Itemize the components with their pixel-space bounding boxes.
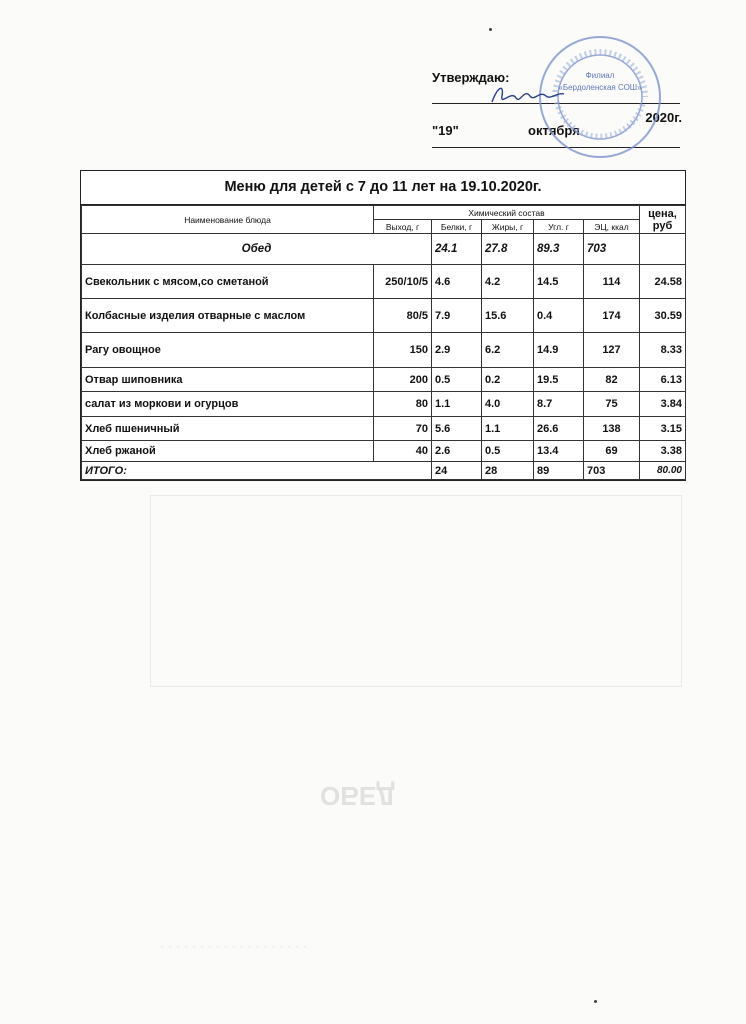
header-row-1 <box>82 206 686 220</box>
total-energy: 703 <box>584 462 640 480</box>
dish-fat: 4.0 <box>482 392 534 417</box>
meal-carb: 89.3 <box>534 234 584 265</box>
speck <box>489 28 492 31</box>
dish-yield: 250/10/5 <box>374 265 432 299</box>
dish-price: 24.58 <box>640 265 686 299</box>
dish-energy: 69 <box>584 441 640 462</box>
stamp-line1: Филиал <box>585 71 615 80</box>
meal-row <box>82 234 686 265</box>
dish-protein: 7.9 <box>432 299 482 333</box>
total-carb: 89 <box>534 462 584 480</box>
bleed-through-text: ОБЕД <box>320 781 395 811</box>
dish-fat: 6.2 <box>482 333 534 368</box>
header-yield: Выход, г <box>374 220 432 234</box>
dish-yield: 40 <box>374 441 432 462</box>
dish-row <box>82 333 686 368</box>
dish-carb: 19.5 <box>534 368 584 392</box>
dish-row <box>82 265 686 299</box>
dish-fat: 0.2 <box>482 368 534 392</box>
menu-table <box>81 205 686 480</box>
dish-price: 6.13 <box>640 368 686 392</box>
approval-label: Утверждаю: <box>432 70 510 85</box>
meal-name: Обед <box>82 234 432 265</box>
dish-energy: 75 <box>584 392 640 417</box>
dish-row <box>82 392 686 417</box>
dish-carb: 14.9 <box>534 333 584 368</box>
dish-protein: 1.1 <box>432 392 482 417</box>
dish-energy: 138 <box>584 417 640 441</box>
dish-carb: 14.5 <box>534 265 584 299</box>
dish-protein: 4.6 <box>432 265 482 299</box>
dish-row <box>82 299 686 333</box>
dish-fat: 0.5 <box>482 441 534 462</box>
menu-table-frame <box>80 170 686 481</box>
dish-protein: 5.6 <box>432 417 482 441</box>
dish-price: 3.84 <box>640 392 686 417</box>
header-carb: Угл. г <box>534 220 584 234</box>
dish-energy: 174 <box>584 299 640 333</box>
header-name: Наименование блюда <box>82 206 374 234</box>
dish-fat: 1.1 <box>482 417 534 441</box>
dish-rows <box>82 265 686 462</box>
dish-yield: 80 <box>374 392 432 417</box>
approval-year: 2020г. <box>645 110 682 125</box>
dish-row <box>82 368 686 392</box>
dish-carb: 13.4 <box>534 441 584 462</box>
approval-month: октября <box>528 123 580 138</box>
header-price: цена, руб <box>640 206 686 234</box>
menu-title: Меню для детей с 7 до 11 лет на 19.10.2020г. <box>81 171 685 205</box>
handwritten-signature <box>488 80 568 110</box>
dish-row <box>82 417 686 441</box>
total-protein: 24 <box>432 462 482 480</box>
dish-row <box>82 441 686 462</box>
dish-protein: 2.9 <box>432 333 482 368</box>
dish-yield: 70 <box>374 417 432 441</box>
meal-fat: 27.8 <box>482 234 534 265</box>
dish-name: Колбасные изделия отварные с маслом <box>82 299 374 333</box>
approval-day: "19" <box>432 123 459 138</box>
total-price: 80.00 <box>640 462 686 480</box>
total-label: ИТОГО: <box>82 462 432 480</box>
dish-protein: 2.6 <box>432 441 482 462</box>
meal-price <box>640 234 686 265</box>
stamp-line2: «Бердоленская СОШ» <box>558 83 642 92</box>
header-energy: ЭЦ, ккал <box>584 220 640 234</box>
dish-energy: 82 <box>584 368 640 392</box>
dish-name: Рагу овощное <box>82 333 374 368</box>
dish-carb: 26.6 <box>534 417 584 441</box>
dish-fat: 15.6 <box>482 299 534 333</box>
dish-carb: 0.4 <box>534 299 584 333</box>
speck <box>594 1000 597 1003</box>
meal-protein: 24.1 <box>432 234 482 265</box>
dish-yield: 200 <box>374 368 432 392</box>
dish-name: Хлеб ржаной <box>82 441 374 462</box>
total-row <box>82 462 686 480</box>
header-protein: Белки, г <box>432 220 482 234</box>
dish-name: Свекольник с мясом,со сметаной <box>82 265 374 299</box>
dish-name: Хлеб пшеничный <box>82 417 374 441</box>
bleed-through-text-2: · · · · · · · · · · · · · · · · · · · <box>160 940 308 955</box>
header-fat: Жиры, г <box>482 220 534 234</box>
bleed-through-table <box>150 495 682 687</box>
header-chem: Химический состав <box>374 206 640 220</box>
dish-protein: 0.5 <box>432 368 482 392</box>
meal-energy: 703 <box>584 234 640 265</box>
dish-price: 3.38 <box>640 441 686 462</box>
dish-price: 3.15 <box>640 417 686 441</box>
dish-energy: 127 <box>584 333 640 368</box>
dish-yield: 80/5 <box>374 299 432 333</box>
dish-price: 8.33 <box>640 333 686 368</box>
dish-yield: 150 <box>374 333 432 368</box>
dish-energy: 114 <box>584 265 640 299</box>
dish-name: Отвар шиповника <box>82 368 374 392</box>
dish-carb: 8.7 <box>534 392 584 417</box>
total-fat: 28 <box>482 462 534 480</box>
dish-name: салат из моркови и огурцов <box>82 392 374 417</box>
dish-price: 30.59 <box>640 299 686 333</box>
dish-fat: 4.2 <box>482 265 534 299</box>
